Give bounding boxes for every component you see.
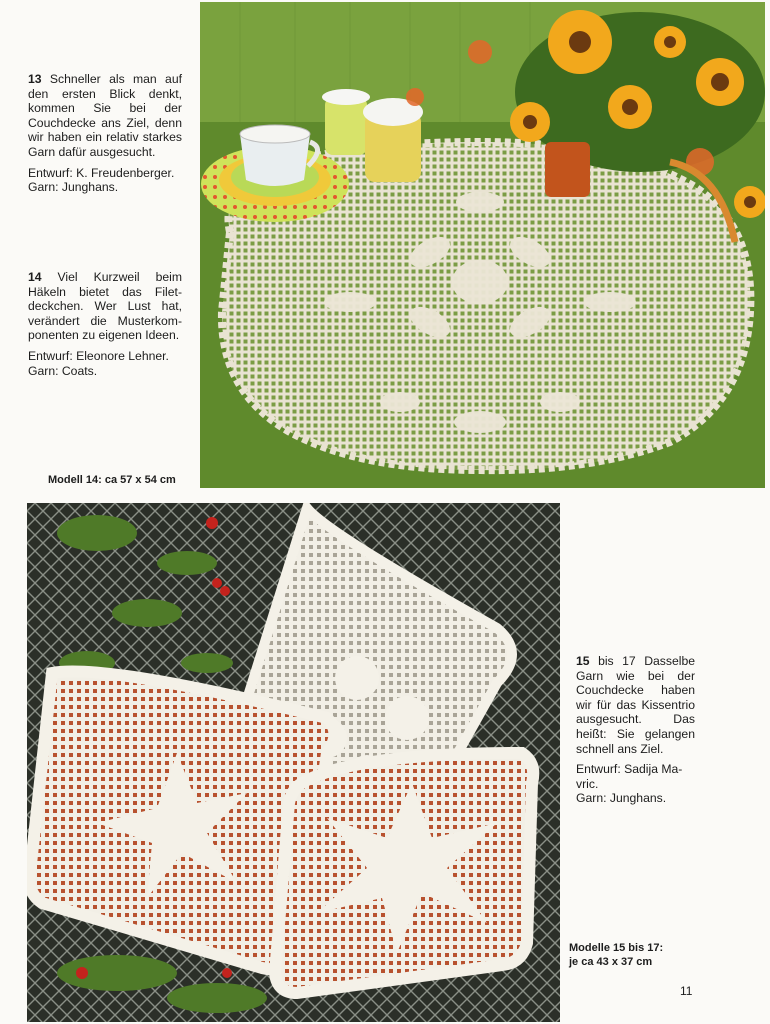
yarn-credit: Garn: Junghans. [576, 791, 667, 806]
model-15-17-line-1: Modelle 15 bis 17: [569, 942, 664, 954]
item-number: 15 [576, 654, 590, 668]
item-number: 14 [28, 270, 42, 284]
model-15-17-size [569, 942, 663, 969]
caption-body: Schneller als man auf den ersten Blick denkt, kommen Sie bei der Couchdecke ans Ziel, denn wir haben ein relativ starkes Garn dafür ausgesucht. [28, 72, 183, 159]
cushions-illustration [27, 503, 560, 1022]
cushions-photo [27, 503, 560, 1022]
caption-body: bis 17 Dasselbe Garn wie bei der Couchdecke haben wir für das Kissentrio ausgesucht. Das heißt: Sie gelangen schnell ans Ziel. [576, 654, 695, 756]
caption-body: Viel Kurzweil beim Häkeln bietet das Filetdeckchen. Wer Lust hat, verändert die Musterkomponenten zu eigenen Ideen. [28, 270, 182, 343]
model-15-17-line-2: je ca 43 x 37 cm [569, 955, 653, 968]
doily-photo [200, 2, 765, 488]
design-credit: Entwurf: Eleonore Lehner. [28, 348, 169, 363]
design-credit: Entwurf: Sadija Mavric. [576, 762, 683, 791]
doily-illustration [200, 2, 765, 488]
caption-item-13 [28, 72, 182, 195]
yarn-credit: Garn: Coats. [28, 363, 98, 378]
page-number: 11 [680, 984, 693, 998]
caption-item-15-17 [576, 654, 695, 806]
design-credit: Entwurf: K. Freudenberger. [28, 165, 175, 180]
model-14-size: Modell 14: ca 57 x 54 cm [48, 474, 176, 486]
caption-item-14 [28, 270, 182, 378]
item-number: 13 [28, 72, 42, 86]
yarn-credit: Garn: Junghans. [28, 180, 119, 195]
